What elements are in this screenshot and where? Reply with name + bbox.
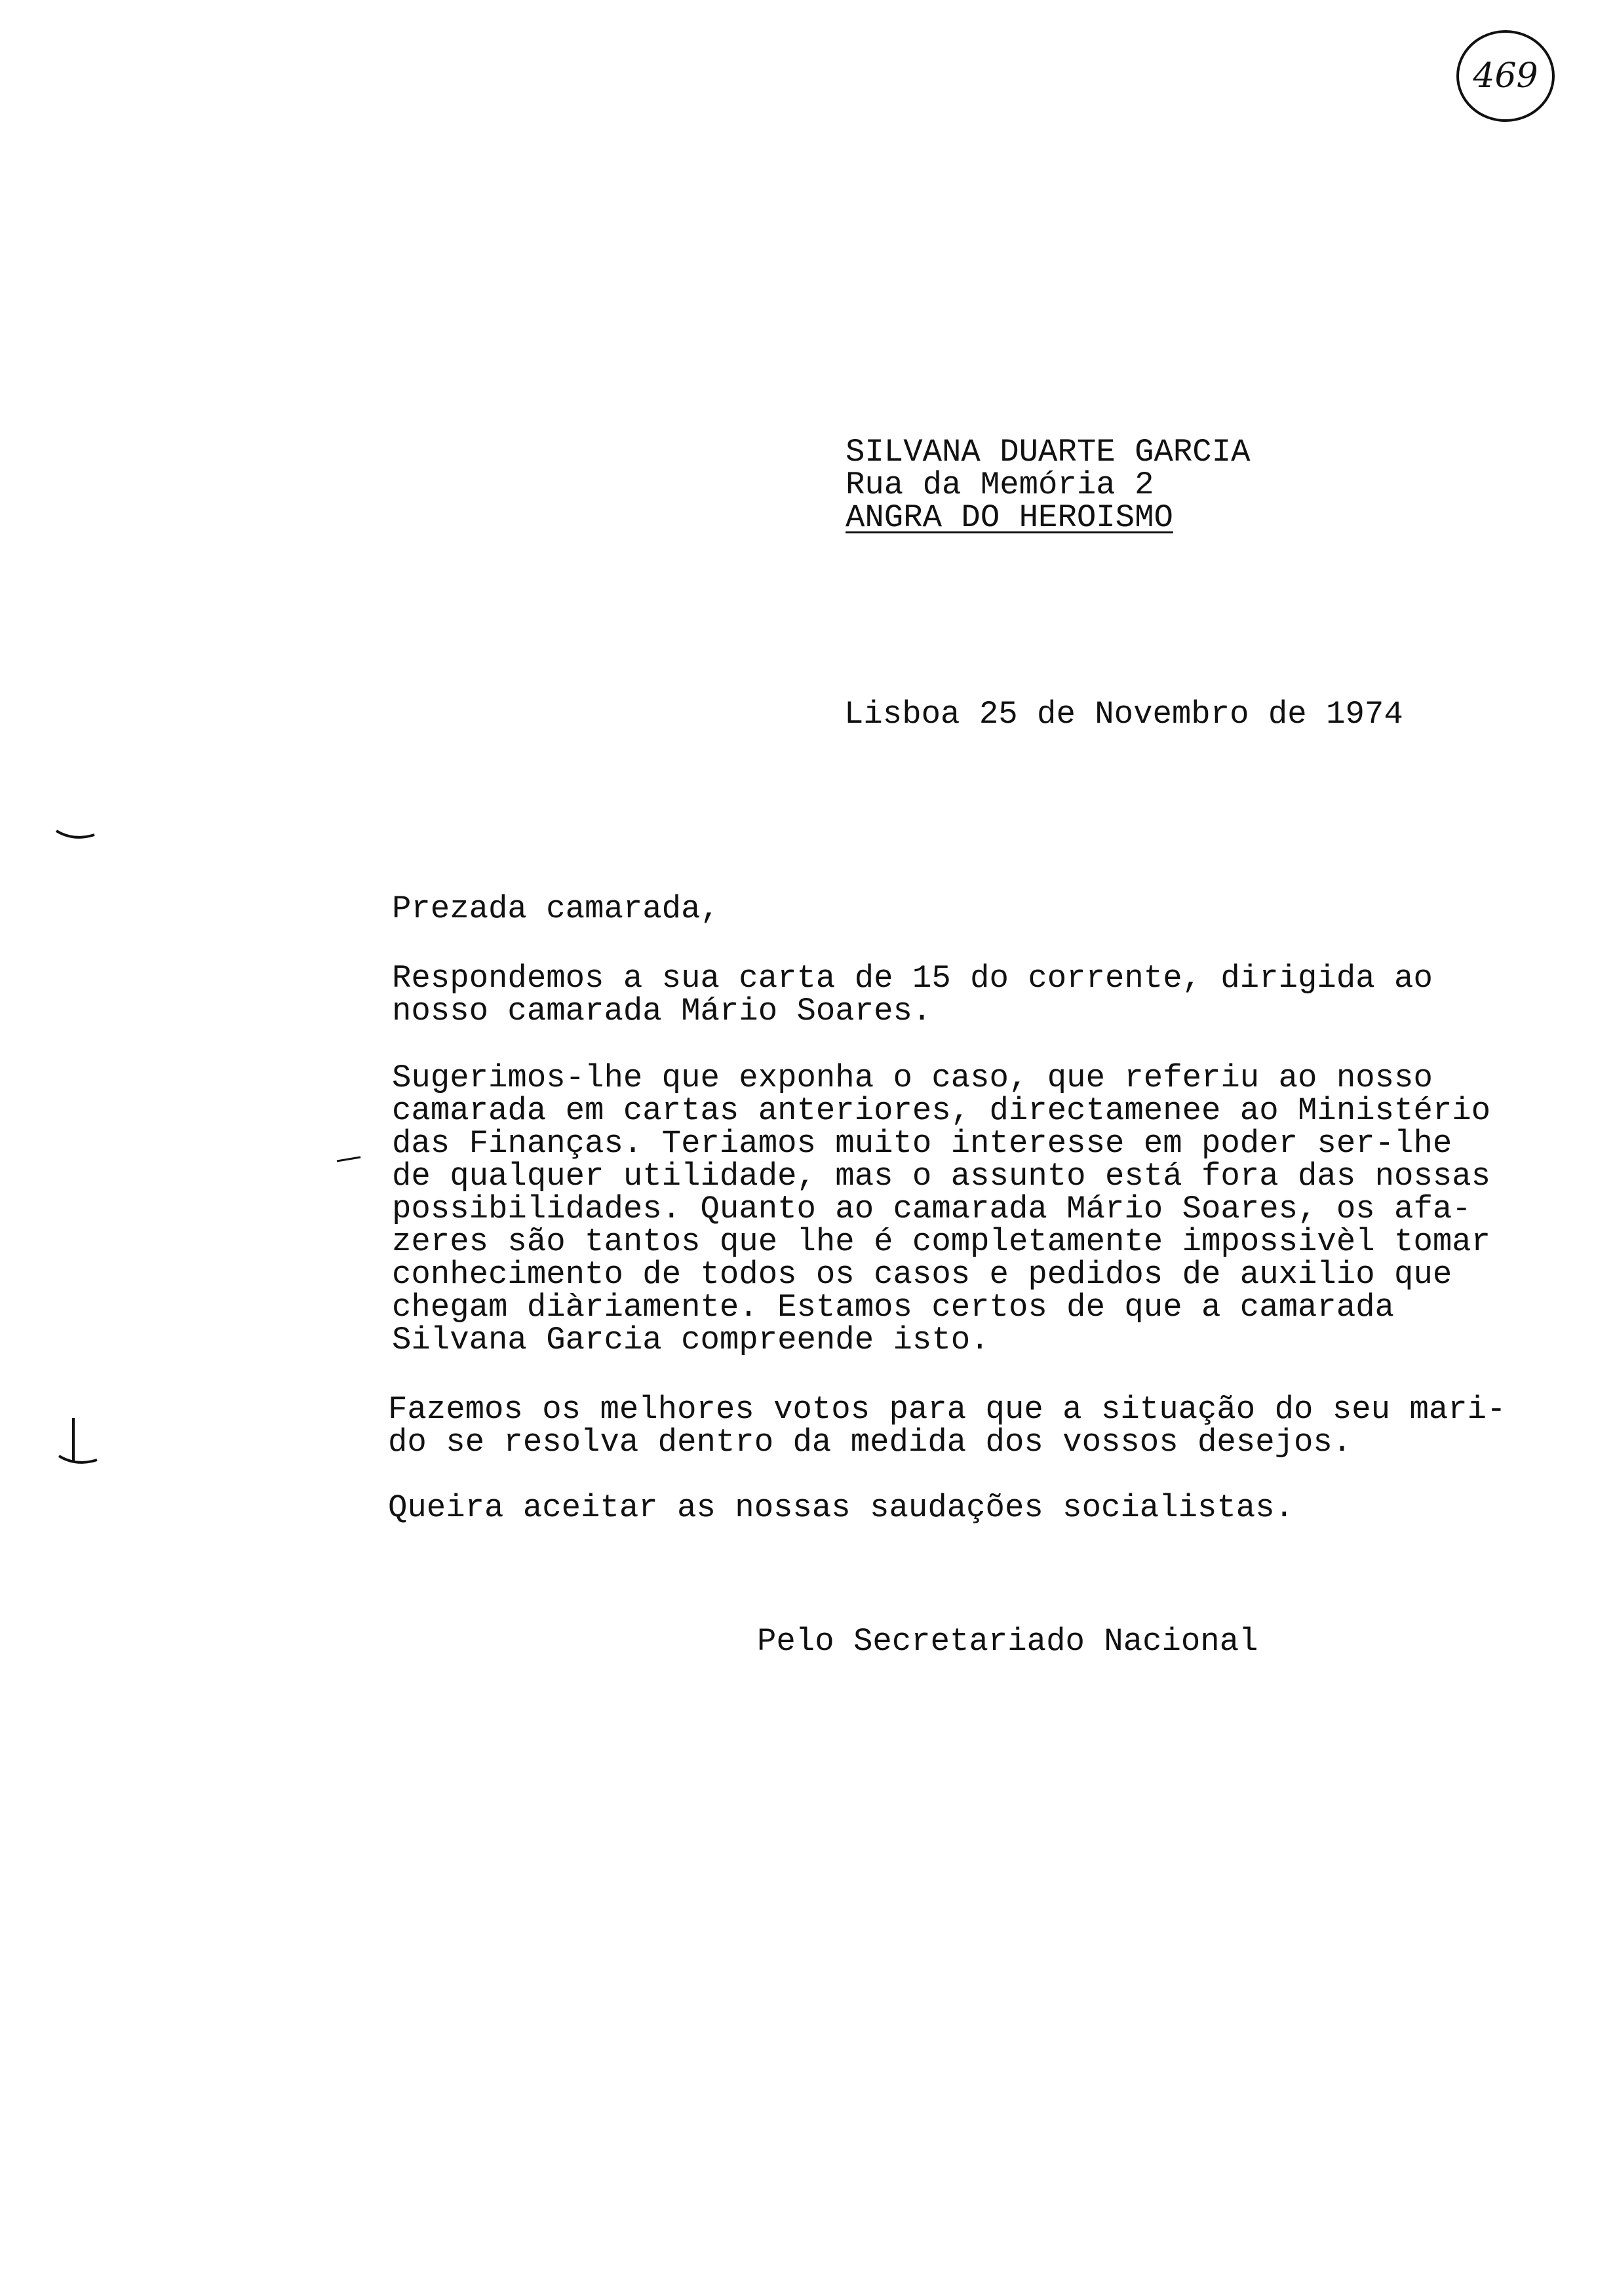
left-margin-mark-bottom xyxy=(56,1452,102,1472)
paragraph-2-line-3: das Finanças. Teriamos muito interesse em poder ser-lhe xyxy=(392,1125,1452,1162)
recipient-street: Rua da Memória 2 xyxy=(846,467,1154,503)
paragraph-1-line-1: Respondemos a sua carta de 15 do corrente, dirigida ao xyxy=(392,960,1433,997)
recipient-name: SILVANA DUARTE GARCIA xyxy=(846,434,1251,470)
closing-line: Queira aceitar as nossas saudações socialistas. xyxy=(388,1489,1294,1526)
salutation: Prezada camarada, xyxy=(392,890,720,927)
paragraph-3-line-2: do se resolva dentro da medida dos vossos desejos. xyxy=(388,1424,1352,1461)
paragraph-2-line-5: possibilidades. Quanto ao camarada Mário Soares, os afa- xyxy=(392,1191,1471,1227)
paragraph-2-line-2: camarada em cartas anteriores, directamenee ao Ministério xyxy=(392,1092,1491,1129)
left-margin-mark-top xyxy=(54,827,100,847)
signature-line: Pelo Secretariado Nacional xyxy=(757,1623,1258,1660)
paragraph-2-line-9: Silvana Garcia compreende isto. xyxy=(392,1322,990,1358)
archive-page-number: 469 xyxy=(1473,56,1538,96)
paragraph-1-line-2: nosso camarada Mário Soares. xyxy=(392,993,932,1029)
archive-page-number-stamp xyxy=(1456,30,1555,122)
paragraph-2-line-6: zeres são tantos que lhe é completamente impossivèl tomar xyxy=(392,1223,1491,1260)
paragraph-2-line-8: chegam diàriamente. Estamos certos de que a camarada xyxy=(392,1289,1395,1326)
recipient-city: ANGRA DO HEROISMO xyxy=(846,499,1173,536)
paragraph-2-line-4: de qualquer utilidade, mas o assunto está fora das nossas xyxy=(392,1158,1491,1195)
paragraph-2-line-7: conhecimento de todos os casos e pedidos de auxilio que xyxy=(392,1256,1452,1293)
paragraph-3-line-1: Fazemos os melhores votos para que a situação do seu mari- xyxy=(388,1391,1506,1428)
dateline: Lisboa 25 de Novembro de 1974 xyxy=(844,696,1403,733)
paragraph-2-line-1: Sugerimos-lhe que exponha o caso, que referiu ao nosso xyxy=(392,1060,1433,1096)
left-margin-dash xyxy=(334,1153,367,1166)
